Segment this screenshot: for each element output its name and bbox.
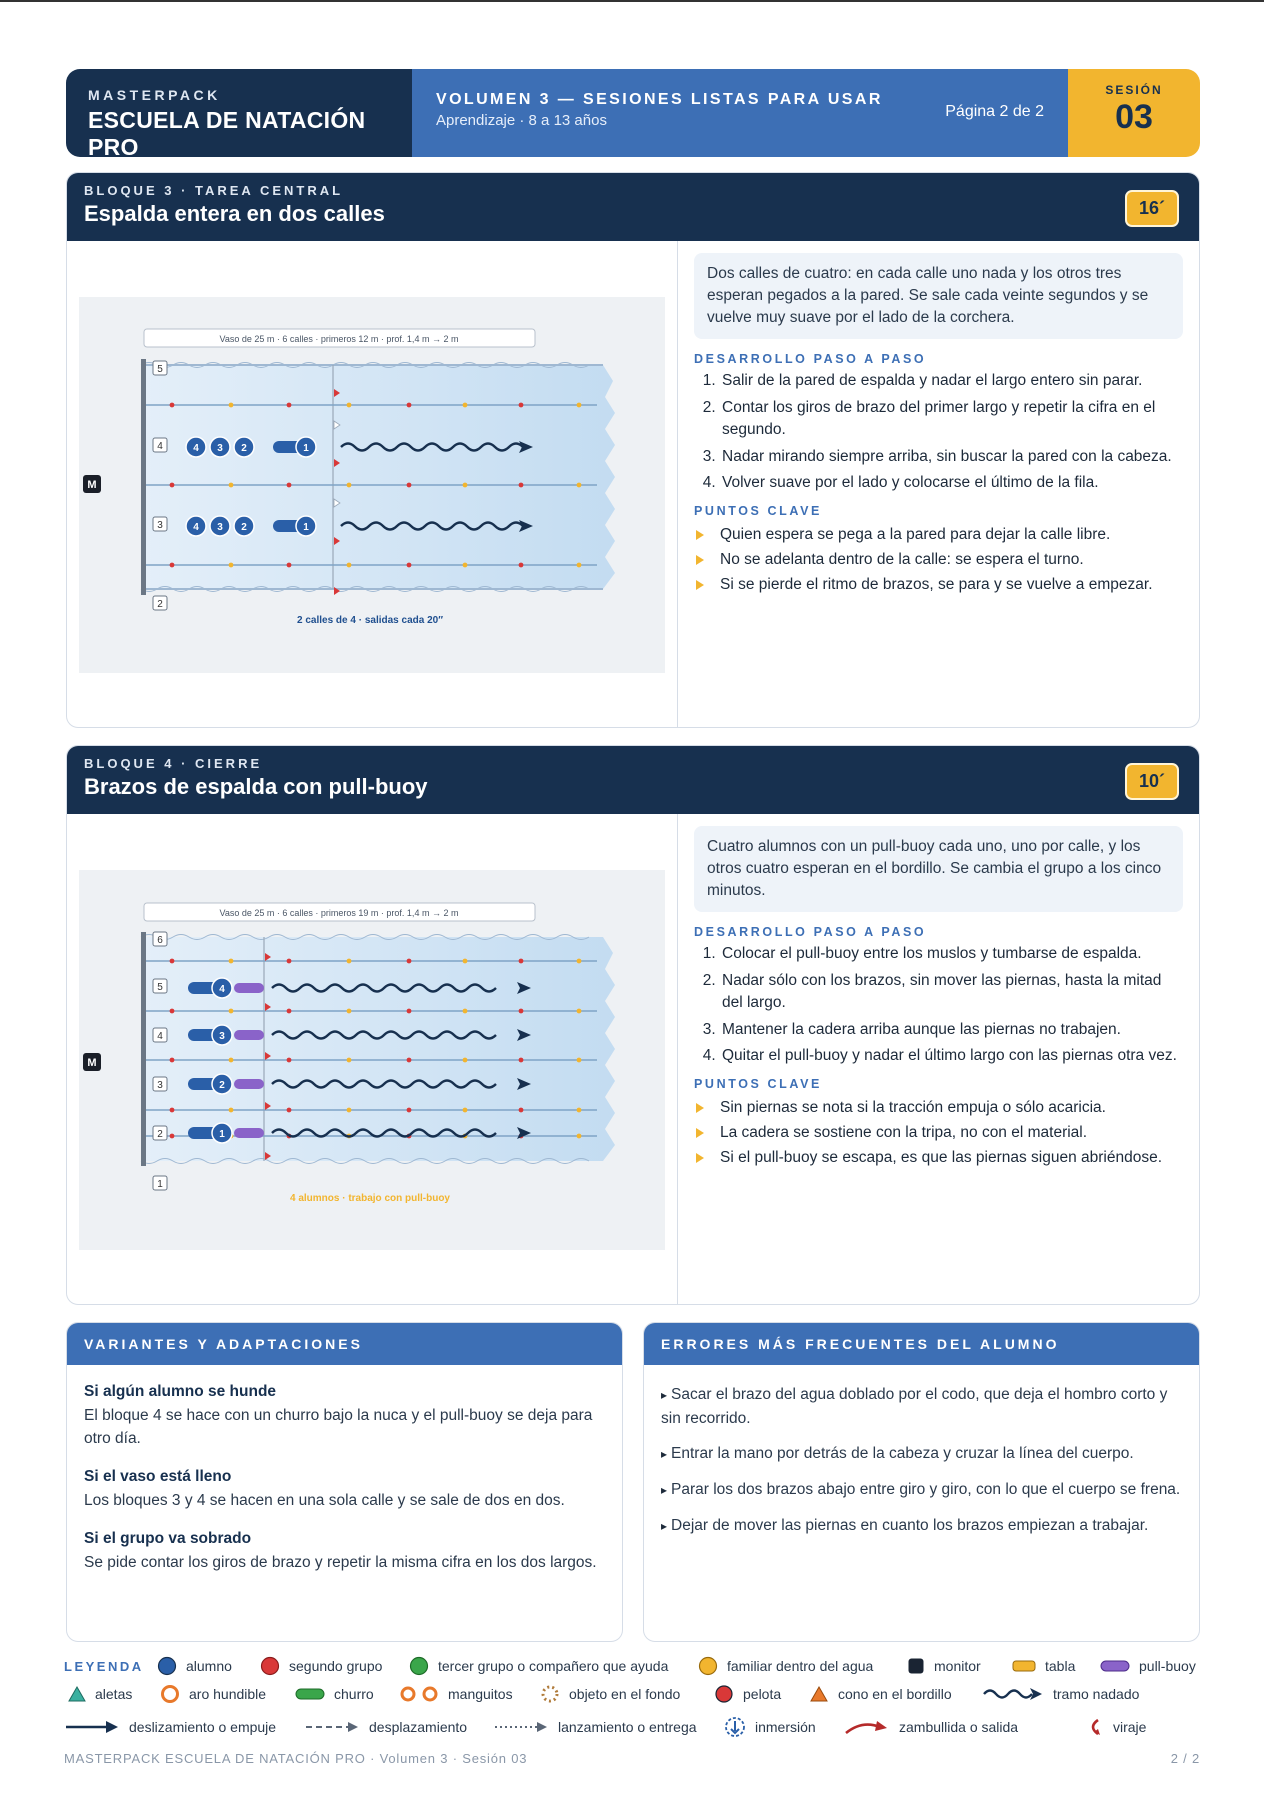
arrow-bullet-icon: ▸ xyxy=(661,1388,668,1402)
block-3-text xyxy=(678,241,1199,727)
legend-item: viraje xyxy=(1084,1716,1146,1738)
student-number: 4 xyxy=(193,522,199,533)
lane-number: 3 xyxy=(157,520,163,531)
legend-item: lanzamiento o entrega xyxy=(493,1716,697,1738)
legend-item: pelota xyxy=(714,1683,781,1705)
variant-item xyxy=(84,1468,605,1512)
variant-text: Los bloques 3 y 4 se hacen en una sola calle y se sale de dos en dos. xyxy=(84,1492,565,1509)
pool-diagram-svg xyxy=(67,814,678,1305)
block-4-header xyxy=(67,746,1199,814)
top-rule xyxy=(0,0,1264,2)
pull-buoy-marker xyxy=(234,1128,264,1138)
armbands-icon xyxy=(399,1685,439,1703)
lane-number: 2 xyxy=(157,599,163,610)
legend-item: deslizamiento o empuje xyxy=(64,1716,276,1738)
diagram-caption-bottom: 4 alumnos · trabajo con pull-buoy xyxy=(289,1193,451,1204)
kickboard-icon xyxy=(1012,1659,1036,1673)
block-4-intro: Cuatro alumnos con un pull-buoy cada uno, uno por calle, y los otros cuatro esperan en el bordillo. Se cambia el grupo a los cinco minutos. xyxy=(694,826,1183,912)
block-4-pool-diagram xyxy=(67,814,678,1304)
block-4-title: Brazos de espalda con pull-buoy xyxy=(84,774,428,799)
block-4-keys-title: PUNTOS CLAVE xyxy=(694,1076,822,1091)
volume-subtitle: Aprendizaje · 8 a 13 años xyxy=(436,112,607,129)
legend-item: cono en el bordillo xyxy=(809,1683,952,1705)
variant-item xyxy=(84,1383,605,1450)
turn-icon xyxy=(1084,1717,1104,1737)
error-item: ▸ Parar los dos brazos abajo entre giro y giro, con lo que el cuerpo se frena. xyxy=(661,1481,1181,1498)
block-3-pool-diagram xyxy=(67,241,678,727)
diagram-caption-bottom: 2 calles de 4 · salidas cada 20″ xyxy=(297,615,443,626)
key-point: La cadera se sostiene con la tripa, no con el material. xyxy=(694,1122,1183,1144)
step-item: 3. Mantener la cadera arriba aunque las piernas no trabajen. xyxy=(720,1019,1183,1042)
legend-item: zambullida o salida xyxy=(844,1716,1018,1738)
legend-item: churro xyxy=(295,1683,374,1705)
sinking-ring-icon xyxy=(160,1684,180,1704)
error-item: ▸ Entrar la mano por detrás de la cabeza y cruzar la línea del cuerpo. xyxy=(661,1445,1134,1462)
pull-buoy-marker xyxy=(234,983,264,993)
block-4-text xyxy=(678,814,1199,1304)
bottom-object-icon xyxy=(540,1684,560,1704)
step-item: 3. Nadar mirando siempre arriba, sin buscar la pared con la cabeza. xyxy=(720,446,1183,469)
triangle-bullet-icon xyxy=(696,580,704,590)
key-point: Quien espera se pega a la pared para dejar la calle libre. xyxy=(694,524,1183,546)
step-item: 1. Colocar el pull-buoy entre los muslos y tumbarse de espalda. xyxy=(720,943,1183,966)
legend-item: segundo grupo xyxy=(260,1655,382,1677)
pool-wall xyxy=(141,359,146,595)
triangle-bullet-icon xyxy=(696,1153,704,1163)
legend-item: familiar dentro del agua xyxy=(698,1655,873,1677)
pull-buoy-icon xyxy=(1100,1659,1130,1673)
variant-text: Se pide contar los giros de brazo y repetir la misma cifra en los dos largos. xyxy=(84,1554,597,1571)
diagram-caption-top: Vaso de 25 m · 6 calles · primeros 12 m · prof. 1,4 m → 2 m xyxy=(219,334,459,344)
dive-start-icon xyxy=(844,1718,890,1736)
lane-number: 3 xyxy=(157,1080,163,1091)
footer-text: MASTERPACK ESCUELA DE NATACIÓN PRO · Volumen 3 · Sesión 03 xyxy=(64,1751,528,1766)
page-header xyxy=(66,69,1200,157)
triangle-bullet-icon xyxy=(696,1103,704,1113)
step-item: 4. Volver suave por el lado y colocarse el último de la fila. xyxy=(720,472,1183,495)
family-member-icon xyxy=(698,1656,718,1676)
student-number: 1 xyxy=(219,1129,225,1140)
third-group-icon xyxy=(409,1656,429,1676)
pull-buoy-marker xyxy=(234,1079,264,1089)
student-icon xyxy=(157,1656,177,1676)
block-4-duration-badge: 10´ xyxy=(1125,763,1179,800)
legend-title: LEYENDA xyxy=(64,1658,144,1674)
legend-item: inmersión xyxy=(724,1716,816,1738)
legend-item: aletas xyxy=(68,1683,132,1705)
page-indicator: Página 2 de 2 xyxy=(945,103,1044,120)
page-footer xyxy=(64,1751,1200,1766)
brand-block xyxy=(66,69,412,157)
fins-icon xyxy=(68,1685,86,1703)
session-label: SESIÓN xyxy=(1105,83,1163,97)
glide-arrow-icon xyxy=(64,1720,120,1734)
step-item: 2. Nadar sólo con los brazos, sin mover las piernas, hasta la mitad del largo. xyxy=(720,970,1183,1015)
block-4-kicker: BLOQUE 4 · CIERRE xyxy=(84,756,263,771)
error-item: ▸ Dejar de mover las piernas en cuanto los brazos empiezan a trabajar. xyxy=(661,1517,1149,1534)
error-item: ▸ Sacar el brazo del agua doblado por el codo, que deja el hombro corto y sin recorrido. xyxy=(661,1386,1168,1427)
block-3-steps-title: DESARROLLO PASO A PASO xyxy=(694,352,927,366)
lane-number: 4 xyxy=(157,1031,163,1042)
legend-item: desplazamiento xyxy=(304,1716,467,1738)
block-4-card xyxy=(66,745,1200,1305)
student-number: 2 xyxy=(241,522,247,533)
student-number: 3 xyxy=(219,1031,225,1042)
legend-item: tercer grupo o compañero que ayuda xyxy=(409,1655,668,1677)
legend-item: aro hundible xyxy=(160,1683,266,1705)
legend-item: monitor xyxy=(907,1655,981,1677)
legend-item: manguitos xyxy=(399,1683,513,1705)
block-3-intro: Dos calles de cuatro: en cada calle uno nada y los otros tres esperan pegados a la pared. Se sale cada veinte segundos y se vuelve muy suave por el lado de la corchera. xyxy=(694,253,1183,339)
lane-number: 1 xyxy=(157,1179,163,1190)
step-item: 2. Contar los giros de brazo del primer largo y repetir la cifra en el segundo. xyxy=(720,397,1183,442)
step-item: 1. Salir de la pared de espalda y nadar el largo entero sin parar. xyxy=(720,370,1183,393)
step-item: 4. Quitar el pull-buoy y nadar el último largo con las piernas otra vez. xyxy=(720,1045,1183,1068)
legend-item: tabla xyxy=(1012,1655,1075,1677)
variant-title: Si el grupo va sobrado xyxy=(84,1530,252,1547)
brand-title: ESCUELA DE NATACIÓN PRO xyxy=(88,107,366,157)
block-3-steps xyxy=(694,370,1183,495)
student-number: 3 xyxy=(217,522,223,533)
errors-panel xyxy=(643,1322,1200,1642)
key-point: No se adelanta dentro de la calle: se espera el turno. xyxy=(694,549,1183,571)
variant-title: Si algún alumno se hunde xyxy=(84,1383,277,1400)
arrow-bullet-icon: ▸ xyxy=(661,1447,668,1461)
immersion-icon xyxy=(724,1716,746,1738)
block-3-title: Espalda entera en dos calles xyxy=(84,201,385,226)
student-number: 1 xyxy=(303,522,309,533)
block-3-duration-badge: 16´ xyxy=(1125,190,1179,227)
key-point: Sin piernas se nota si la tracción empuja o sólo acaricia. xyxy=(694,1097,1183,1119)
monitor-icon xyxy=(907,1657,925,1675)
block-4-keys xyxy=(694,1097,1183,1169)
variant-title: Si el vaso está lleno xyxy=(84,1468,232,1485)
legend-item: objeto en el fondo xyxy=(540,1683,680,1705)
student-number: 2 xyxy=(241,443,247,454)
student-number: 4 xyxy=(219,984,225,995)
throw-arrow-icon xyxy=(493,1720,549,1734)
lane-number: 6 xyxy=(157,935,163,946)
footer-page-number: 2 / 2 xyxy=(1170,1751,1200,1766)
arrow-bullet-icon: ▸ xyxy=(661,1519,668,1533)
lane-number: 5 xyxy=(157,982,163,993)
block-3-keys-title: PUNTOS CLAVE xyxy=(694,503,822,518)
student-number: 1 xyxy=(303,443,309,454)
variants-title: VARIANTES Y ADAPTACIONES xyxy=(67,1323,622,1365)
student-number: 3 xyxy=(217,443,223,454)
variant-text: El bloque 4 se hace con un churro bajo la nuca y el pull-buoy se deja para otro día. xyxy=(84,1407,593,1447)
block-4-steps xyxy=(694,943,1183,1068)
pool-noodle-icon xyxy=(295,1687,325,1701)
legend-item: alumno xyxy=(157,1655,232,1677)
cone-icon xyxy=(809,1685,829,1703)
variants-panel xyxy=(66,1322,623,1642)
lane-number: 4 xyxy=(157,441,163,452)
diagram-caption-top: Vaso de 25 m · 6 calles · primeros 19 m · prof. 1,4 m → 2 m xyxy=(219,908,459,918)
arrow-bullet-icon: ▸ xyxy=(661,1483,668,1497)
triangle-bullet-icon xyxy=(696,1128,704,1138)
pool-diagram-svg xyxy=(67,241,678,728)
block-3-header xyxy=(67,173,1199,241)
errors-title: ERRORES MÁS FRECUENTES DEL ALUMNO xyxy=(644,1323,1199,1365)
key-point: Si el pull-buoy se escapa, es que las piernas siguen abriéndose. xyxy=(694,1147,1183,1169)
triangle-bullet-icon xyxy=(696,530,704,540)
session-number: 03 xyxy=(1115,98,1153,136)
block-3-kicker: BLOQUE 3 · TAREA CENTRAL xyxy=(84,183,344,198)
brand-kicker: MASTERPACK xyxy=(88,87,221,103)
pull-buoy-marker xyxy=(234,1030,264,1040)
volume-title: VOLUMEN 3 — SESIONES LISTAS PARA USAR xyxy=(436,91,883,108)
key-point: Si se pierde el ritmo de brazos, se para y se vuelve a empezar. xyxy=(694,574,1183,596)
pool-water xyxy=(141,365,615,589)
second-group-icon xyxy=(260,1656,280,1676)
legend-item: pull-buoy xyxy=(1100,1655,1196,1677)
pool-wall xyxy=(141,932,146,1166)
block-3-card xyxy=(66,172,1200,728)
block-3-keys xyxy=(694,524,1183,596)
block-4-steps-title: DESARROLLO PASO A PASO xyxy=(694,925,927,939)
monitor-label: M xyxy=(87,1057,97,1069)
lane-number: 2 xyxy=(157,1129,163,1140)
triangle-bullet-icon xyxy=(696,555,704,565)
legend-item: tramo nadado xyxy=(982,1683,1139,1705)
student-number: 4 xyxy=(193,443,199,454)
ball-icon xyxy=(714,1684,734,1704)
student-number: 2 xyxy=(219,1080,225,1091)
movement-arrow-icon xyxy=(304,1720,360,1734)
lane-number: 5 xyxy=(157,364,163,375)
volume-block xyxy=(412,69,1068,157)
monitor-label: M xyxy=(87,479,97,491)
variant-item xyxy=(84,1530,605,1574)
swum-section-icon xyxy=(982,1686,1044,1702)
session-badge xyxy=(1068,69,1200,157)
